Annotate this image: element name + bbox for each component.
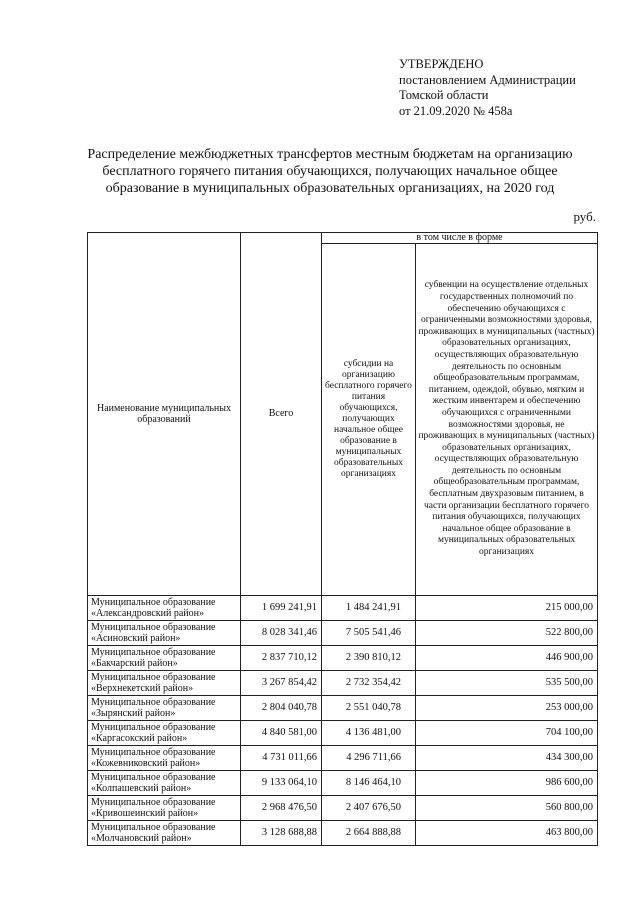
approval-stamp	[399, 57, 576, 119]
table-row	[88, 696, 598, 721]
approval-line-3: Томской области	[399, 88, 489, 102]
row-name-line-2: «Кривошеинский район»	[91, 808, 199, 819]
row-subvention: 215 000,00	[416, 596, 598, 621]
row-subvention: 535 500,00	[416, 671, 598, 696]
row-name	[88, 771, 241, 796]
row-name	[88, 796, 241, 821]
row-name-line-2: «Бакчарский район»	[91, 658, 178, 669]
table-row	[88, 746, 598, 771]
row-total: 8 028 341,46	[241, 621, 322, 646]
row-name-line-1: Муниципальное образование	[91, 647, 216, 658]
distribution-table	[87, 232, 598, 846]
row-subvention: 463 800,00	[416, 821, 598, 846]
row-name	[88, 721, 241, 746]
row-subsidy: 7 505 541,46	[322, 621, 416, 646]
title-line-3: образование в муниципальных образовательных организациях, на 2020 год	[105, 181, 555, 196]
row-subsidy: 4 296 711,66	[322, 746, 416, 771]
row-subvention: 446 900,00	[416, 646, 598, 671]
row-subvention: 522 800,00	[416, 621, 598, 646]
row-total: 2 837 710,12	[241, 646, 322, 671]
header-subsidy: субсидии на организацию бесплатного горячего питания обучающихся, получающих начальное общее образование в муниципальных образовательных организациях	[322, 244, 416, 596]
title-line-2: бесплатного горячего питания обучающихся, получающих начальное общее	[102, 164, 558, 179]
row-subvention: 434 300,00	[416, 746, 598, 771]
row-name-line-1: Муниципальное образование	[91, 722, 216, 733]
row-name-line-1: Муниципальное образование	[91, 597, 216, 608]
row-name	[88, 746, 241, 771]
row-name-line-2: «Зырянский район»	[91, 708, 176, 719]
approval-line-2: постановлением Администрации	[399, 72, 576, 87]
row-subsidy: 2 551 040,78	[322, 696, 416, 721]
row-name-line-1: Муниципальное образование	[91, 622, 216, 633]
row-total: 3 267 854,42	[241, 671, 322, 696]
document-title	[80, 146, 580, 197]
row-name	[88, 646, 241, 671]
row-name-line-2: «Асиновский район»	[91, 633, 181, 644]
row-total: 4 840 581,00	[241, 721, 322, 746]
table-row	[88, 671, 598, 696]
row-total: 1 699 241,91	[241, 596, 322, 621]
table-row	[88, 596, 598, 621]
approval-line-1: УТВЕРЖДЕНО	[399, 57, 484, 71]
row-name	[88, 596, 241, 621]
row-subvention: 986 600,00	[416, 771, 598, 796]
row-subsidy: 2 407 676,50	[322, 796, 416, 821]
title-line-1: Распределение межбюджетных трансфертов местным бюджетам на организацию	[87, 147, 573, 162]
header-total: Всего	[241, 233, 322, 596]
row-total: 9 133 064,10	[241, 771, 322, 796]
row-name-line-1: Муниципальное образование	[91, 797, 216, 808]
row-name	[88, 696, 241, 721]
table-row	[88, 721, 598, 746]
row-total: 2 968 476,50	[241, 796, 322, 821]
header-group: в том числе в форме	[322, 233, 598, 244]
row-total: 3 128 688,88	[241, 821, 322, 846]
row-subsidy: 2 732 354,42	[322, 671, 416, 696]
row-subvention: 704 100,00	[416, 721, 598, 746]
row-subsidy: 2 390 810,12	[322, 646, 416, 671]
table-row	[88, 771, 598, 796]
table-row	[88, 621, 598, 646]
approval-line-4: от 21.09.2020 № 458а	[399, 103, 513, 118]
row-name-line-1: Муниципальное образование	[91, 697, 216, 708]
header-name: Наименование муниципальных образований	[88, 233, 241, 596]
row-name	[88, 671, 241, 696]
row-subsidy: 1 484 241,91	[322, 596, 416, 621]
row-name-line-2: «Колпашевский район»	[91, 783, 192, 794]
row-name-line-2: «Молчановский район»	[91, 833, 192, 844]
row-name	[88, 821, 241, 846]
row-subsidy: 8 146 464,10	[322, 771, 416, 796]
table-row	[88, 796, 598, 821]
row-name	[88, 621, 241, 646]
row-subvention: 560 800,00	[416, 796, 598, 821]
table-row	[88, 646, 598, 671]
row-subsidy: 2 664 888,88	[322, 821, 416, 846]
row-name-line-2: «Кожевниковский район»	[91, 758, 201, 769]
row-name-line-1: Муниципальное образование	[91, 747, 216, 758]
table-row	[88, 821, 598, 846]
row-total: 4 731 011,66	[241, 746, 322, 771]
row-name-line-2: «Александровский район»	[91, 608, 205, 619]
row-subsidy: 4 136 481,00	[322, 721, 416, 746]
row-name-line-2: «Верхнекетский район»	[91, 683, 194, 694]
row-name-line-1: Муниципальное образование	[91, 822, 216, 833]
row-name-line-2: «Каргасокский район»	[91, 733, 188, 744]
row-total: 2 804 040,78	[241, 696, 322, 721]
header-subvention: субвенции на осуществление отдельных государственных полномочий по обеспечению обучающихся с ограниченными возможностями здоровья, проживающих в муниципальных (частных) образовательных организациях, осуществляющих образовательную деятельность по основным общеобразовательным программам, питанием, одеждой, обувью, мягким и жестким инвентарем и обеспечению обучающихся с ограниченными возможностями здоровья, не проживающих в муниципальных (частных) образовательных организациях, осуществляющих образовательную деятельность по основным общеобразовательным программам, бесплатным двухразовым питанием, в части организации бесплатного горячего питания обучающихся, получающих начальное общее образование в муниципальных образовательных организациях	[416, 244, 598, 596]
row-name-line-1: Муниципальное образование	[91, 672, 216, 683]
row-subvention: 253 000,00	[416, 696, 598, 721]
row-name-line-1: Муниципальное образование	[91, 772, 216, 783]
currency-unit: руб.	[573, 209, 596, 224]
